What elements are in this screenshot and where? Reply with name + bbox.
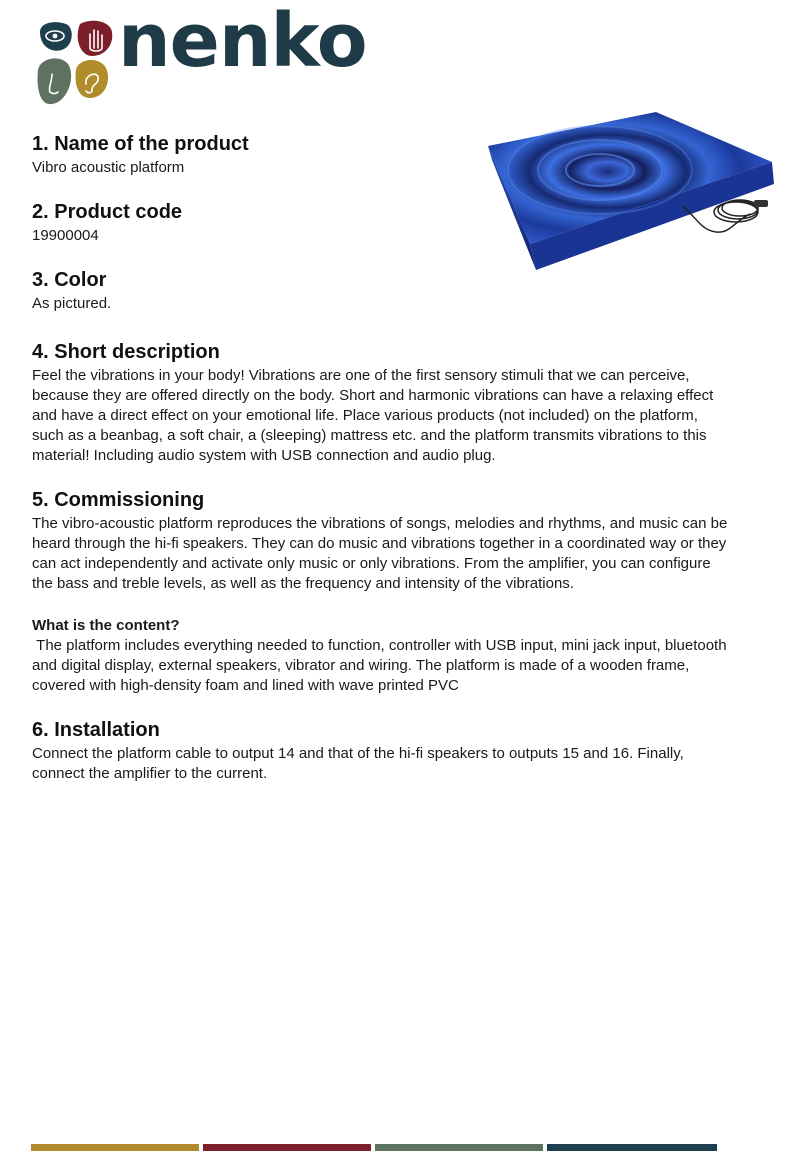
section-commissioning — [32, 486, 732, 696]
content-subheading: What is the content? — [32, 617, 180, 634]
section-text: Connect the platform cable to output 14 and that of the hi-fi speakers to outputs 15 and 16. Finally, connect the amplifier to the current. — [32, 745, 684, 782]
section-text: As pictured. — [32, 295, 112, 312]
section-code — [32, 198, 732, 246]
content-text: The platform includes everything needed to function, controller with USB input, mini jack input, bluetooth and digital display, external speakers, vibrator and wiring. The platform is made of a wooden frame, covered with high-density foam and lined with wave printed PVC — [32, 637, 731, 694]
section-heading: 6. Installation — [32, 719, 160, 741]
section-text: Vibro acoustic platform — [32, 159, 185, 176]
section-heading: 3. Color — [32, 269, 107, 291]
footer-bar-sage — [375, 1144, 543, 1151]
brand-wordmark: nenko — [118, 0, 367, 84]
section-name — [32, 130, 732, 178]
section-installation — [32, 716, 732, 784]
section-heading: 1. Name of the product — [32, 133, 249, 155]
product-sheet — [32, 130, 732, 784]
section-heading: 4. Short description — [32, 341, 220, 363]
footer-bar-navy — [547, 1144, 717, 1151]
section-color — [32, 266, 732, 314]
footer-bar-ochre — [31, 1144, 199, 1151]
footer-color-bars — [31, 1144, 717, 1151]
section-text: Feel the vibrations in your body! Vibrations are one of the first sensory stimuli that we can perceive, because they are offered directly on the body. Short and harmonic vibrations can have a relaxing effect and have a direct effect on your emotional life. Place various products (not included) on the platform, such as a beanbag, a soft chair, a (sleeping) mattress etc. and the platform transmits vibrations to this material! Including audio system with USB connection and audio plug. — [32, 367, 714, 464]
section-heading: 2. Product code — [32, 201, 183, 223]
section-description — [32, 338, 732, 466]
logo-senses-icon — [34, 18, 118, 110]
footer-bar-burgundy — [203, 1144, 371, 1151]
section-heading: 5. Commissioning — [32, 489, 205, 511]
section-text: The vibro-acoustic platform reproduces the vibrations of songs, melodies and rhythms, and music can be heard through the hi-fi speakers. They can do music and vibrations together in a coordinated way or they can act independently and activate only music or only vibrations. From the amplifier, you can configure the bass and treble levels, as well as the frequency and intensity of the vibrations. — [32, 515, 728, 592]
brand-logo — [34, 0, 367, 110]
section-text: 19900004 — [32, 227, 99, 244]
